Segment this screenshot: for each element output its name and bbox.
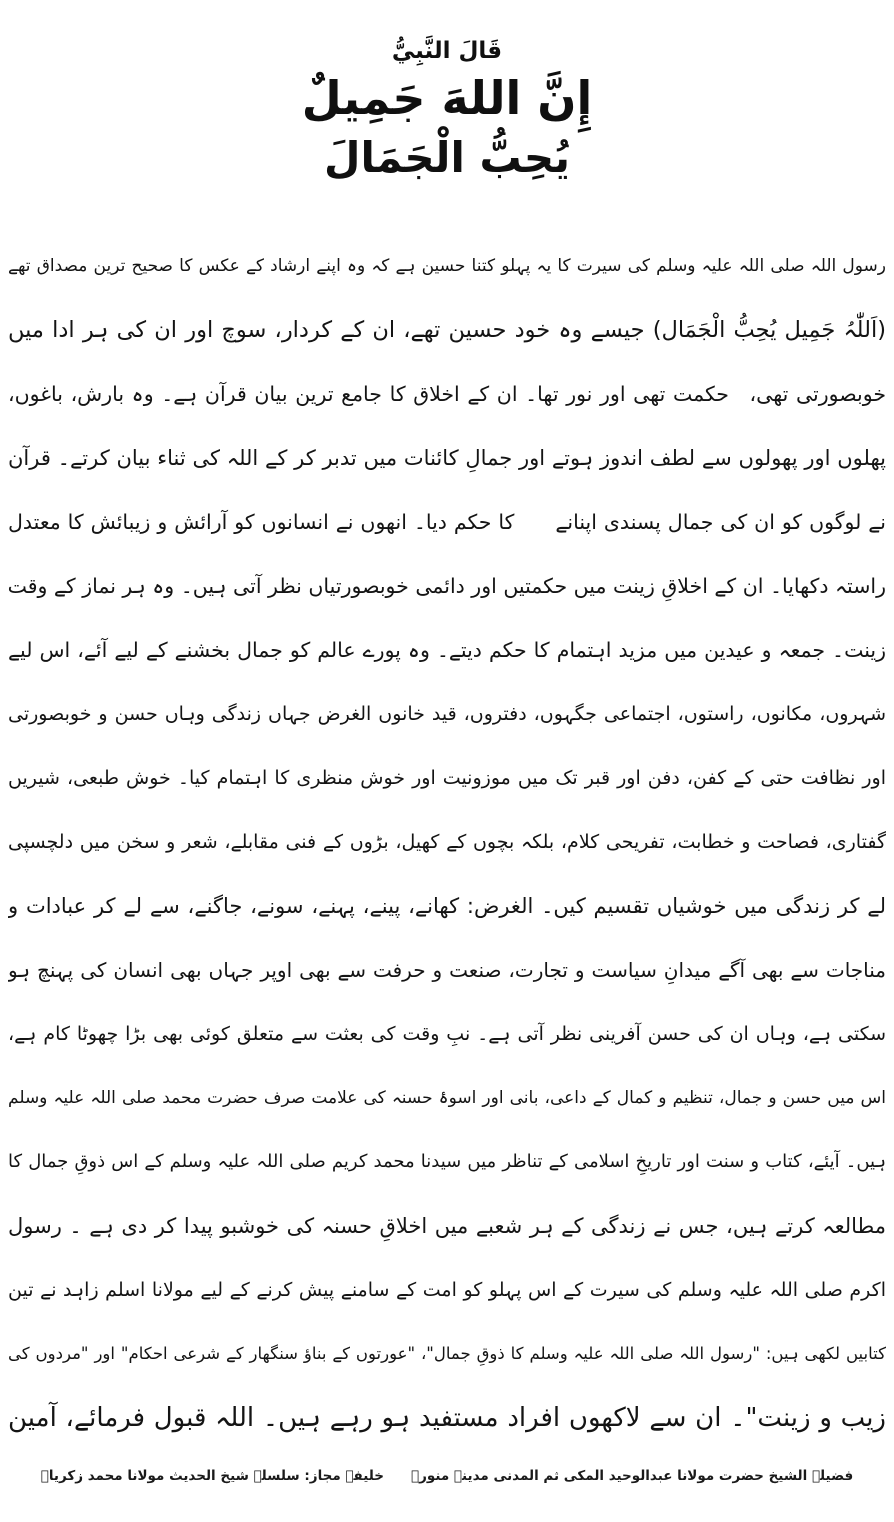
article-body — [8, 234, 886, 1450]
article-line: ہیں۔ آیئے، کتاب و سنت اور تاریخِ اسلامی کے تناظر میں سیدنا محمد کریم صلی اللہ علیہ وسلم کے اس ذوقِ جمال کا — [8, 1151, 886, 1172]
article-line: خوبصورتی تھی، حکمت تھی اور نور تھا۔ ان کے اخلاق کا جامع ترین بیان قرآن ہے۔ وہ بارش، باغوں، — [8, 382, 886, 406]
article-line: زینت۔ جمعہ و عیدین میں مزید اہتمام کا حکم دیتے۔ وہ پورے عالم کو جمال بخشنے کے لیے آئے، اس لیے — [8, 638, 886, 662]
article-line: مناجات سے بھی آگے میدانِ سیاست و تجارت، صنعت و حرفت سے بھی اوپر جہاں بھی انسان کی پہنچ ہو — [8, 958, 886, 982]
article-line: رسول اللہ صلی اللہ علیہ وسلم کی سیرت کا یہ پہلو کتنا حسین ہے کہ وہ اپنے ارشاد کے عکس کا صحیح ترین مصداق تھے — [8, 256, 886, 276]
footer-attribution: فضیلۃ الشیخ حضرت مولانا عبدالوحید المکی ثم المدنی مدینہ منورہ خلیفہ مجاز: سلسلہ شیخ الحدیث مولانا محمد زکریاؒ — [40, 1468, 854, 1484]
calligraphy-attribution: قَالَ النَّبِيُّ — [391, 37, 503, 64]
article-line: سکتی ہے، وہاں ان کی حسن آفرینی نظر آتی ہے۔ نبِ وقت کی بعثت سے متعلق کوئی بھی بڑا چھوٹا کام ہے، — [8, 1023, 886, 1045]
article-line: اس میں حسن و جمال، تنظیم و کمال کے داعی، بانی اور اسوۂ حسنہ کی علامت صرف حضرت محمد صلی اللہ علیہ وسلم — [8, 1088, 886, 1108]
article-line: اکرم صلی اللہ علیہ وسلم کی سیرت کے اس پہلو کو امت کے سامنے پیش کرنے کے لیے مولانا اسلم زاہد نے تین — [8, 1279, 886, 1301]
article-line: کتابیں لکھی ہیں: "رسول اللہ صلی اللہ علیہ وسلم کا ذوقِ جمال"، "عورتوں کے بناؤ سنگھار کے شرعی احکام" اور "مردوں کی — [8, 1344, 886, 1363]
article-line: لے کر زندگی میں خوشیاں تقسیم کیں۔ الغرض: کھانے، پینے، پہنے، سونے، جاگنے، سے لے کر عبادات و — [8, 894, 886, 918]
article-line: (اَللّٰہُ جَمِیل یُحِبُّ الْجَمَال) جیسے وہ خود حسین تھے، ان کے کردار، سوچ اور ان کی ہر ادا میں — [8, 317, 886, 343]
hadith-calligraphy-artwork — [0, 8, 894, 213]
article-line: راستہ دکھایا۔ ان کے اخلاقِ زینت میں حکمتیں اور دائمی خوبصورتیاں نظر آتی ہیں۔ وہ ہر نماز کے وقت — [8, 574, 886, 598]
article-line: شہروں، مکانوں، راستوں، اجتماعی جگہوں، دفتروں، قید خانوں الغرض جہاں زندگی وہاں حسن و خوبصورتی — [8, 703, 886, 725]
calligraphy-main-line1: إِنَّ اللهَ جَمِيلٌ — [301, 70, 593, 125]
article-line: گفتاری، فصاحت و خطابت، تفریحی کلام، بلکہ بچوں کے کھیل، بڑوں کے فنی مقابلے، شعر و سخن میں دلچسپی — [8, 831, 886, 853]
article-line: پھلوں اور پھولوں سے لطف اندوز ہوتے اور جمالِ کائنات میں تدبر کر کے اللہ کی ثناء بیان کرتے۔ قرآن — [8, 446, 886, 470]
article-line: اور نظافت حتی کے کفن، دفن اور قبر تک میں موزونیت اور خوش منظری کا اہتمام کیا۔ خوش طبعی، شیریں — [8, 767, 886, 789]
article-line: نے لوگوں کو ان کی جمال پسندی اپنانے کا حکم دیا۔ انھوں نے انسانوں کو آرائش و زیبائش کا معتدل — [8, 510, 886, 534]
article-line: مطالعہ کرتے ہیں، جس نے زندگی کے ہر شعبے میں اخلاقِ حسنہ کی خوشبو پیدا کر دی ہے ۔ رسول — [8, 1214, 886, 1238]
article-line-last: زیب و زینت"۔ ان سے لاکھوں افراد مستفید ہو رہے ہیں۔ اللہ قبول فرمائے، آمین — [8, 1403, 886, 1433]
calligraphy-main-line2: يُحِبُّ الْجَمَالَ — [324, 132, 570, 182]
